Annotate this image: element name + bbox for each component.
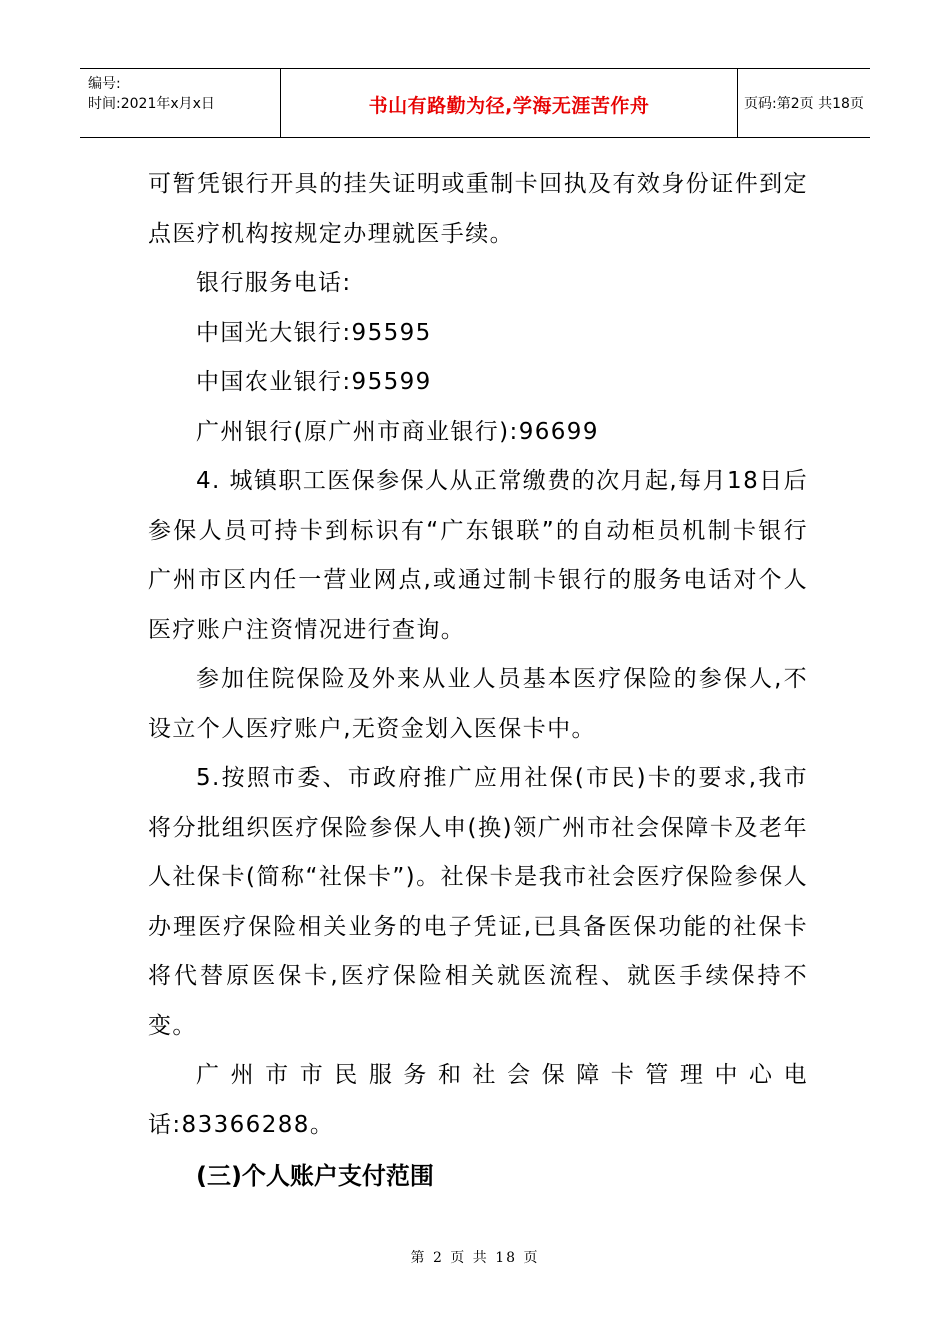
paragraph-bank-phone-title: 银行服务电话: [196,270,352,296]
section-heading: (三)个人账户支付范围 [196,1162,434,1190]
paragraph-service-center-phone: 广州市市民服务和社会保障卡管理中心电话:83366288。 [148,1062,808,1138]
header-meta-cell [80,69,280,137]
header-motto-cell [280,69,738,137]
header-page-cell [738,69,870,137]
page-footer: 第 2 页 共 18 页 [410,1250,540,1266]
paragraph-bank-agricultural: 中国农业银行:95599 [196,369,432,395]
paragraph-hospital-insurance: 参加住院保险及外来从业人员基本医疗保险的参保人,不设立个人医疗账户,无资金划入医保卡中。 [148,666,808,742]
document-number-label: 编号: [88,76,121,92]
header-page-info: 页码:第2页 共18页 [744,96,864,112]
header-motto: 书山有路勤为径,学海无涯苦作舟 [368,95,650,117]
document-date-label: 时间:2021年x月x日 [88,96,215,112]
paragraph-item-4: 4. 城镇职工医保参保人从正常缴费的次月起,每月18日后参保人员可持卡到标识有“广东银联”的自动柜员机制卡银行广州市区内任一营业网点,或通过制卡银行的服务电话对个人医疗账户注资情况进行查询。 [148,468,808,643]
paragraph-bank-everbright: 中国光大银行:95595 [196,319,432,346]
paragraph-bank-guangzhou: 广州银行(原广州市商业银行):96699 [196,418,599,445]
paragraph-item-5: 5.按照市委、市政府推广应用社保(市民)卡的要求,我市将分批组织医疗保险参保人申(换)领广州市社会保障卡及老年人社保卡(简称“社保卡”)。社保卡是我市社会医疗保险参保人办理医疗保险相关业务的电子凭证,已具备医保功能的社保卡将代替原医保卡,医疗保险相关就医流程、就医手续保持不变。 [148,765,808,1039]
document-body [148,160,808,1202]
paragraph-lost-card: 可暂凭银行开具的挂失证明或重制卡回执及有效身份证件到定点医疗机构按规定办理就医手续。 [148,171,808,247]
page-header [80,68,870,138]
